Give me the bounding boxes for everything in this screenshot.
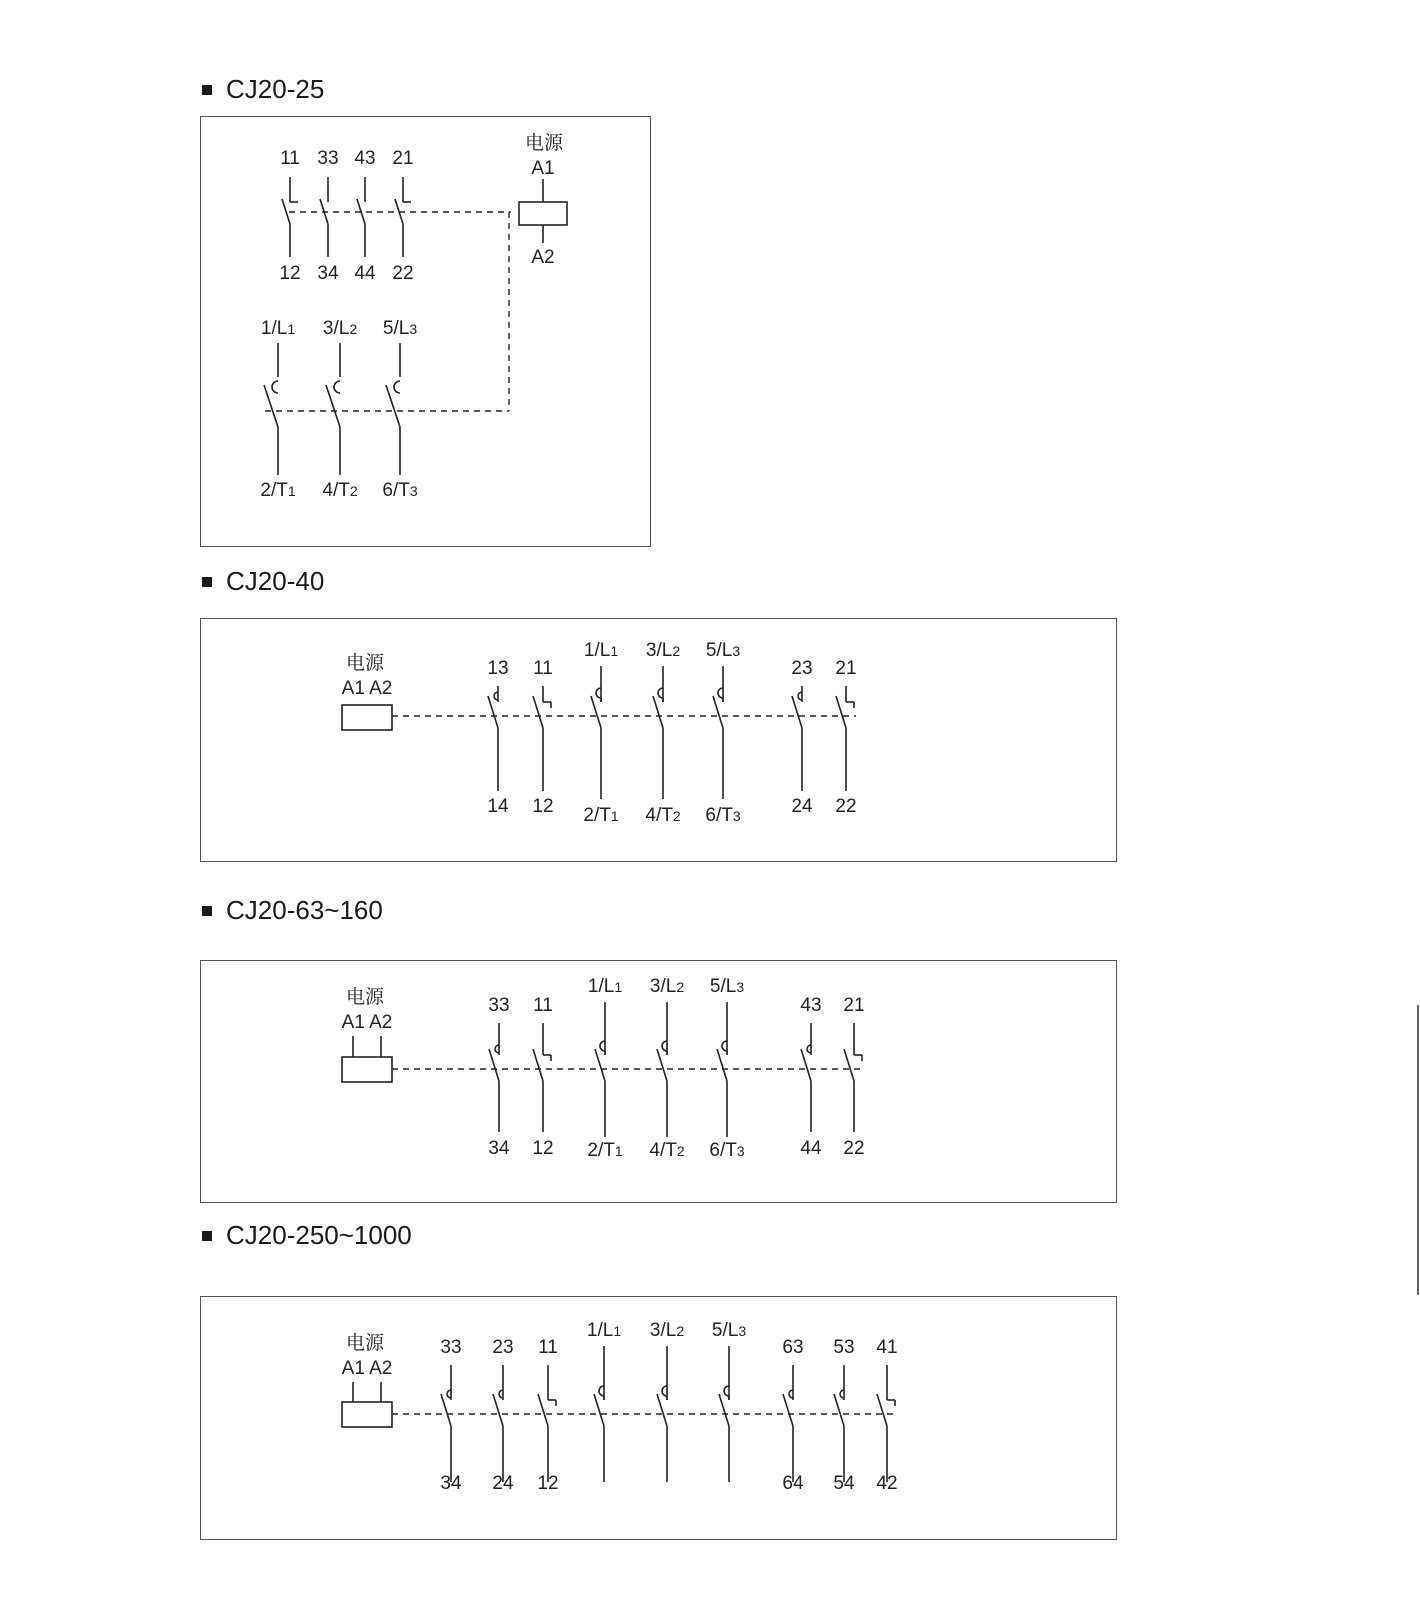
section-title-cj20-250-1000 xyxy=(202,1220,412,1251)
contact-top-label: 23 xyxy=(791,658,813,679)
contact-6-blade xyxy=(836,696,846,728)
coil-power-label: 电源 xyxy=(345,987,385,1008)
main-top-label: 3/L2 xyxy=(322,318,358,339)
contact-bottom-label: 34 xyxy=(488,1138,510,1159)
contact-bottom-label: 12 xyxy=(537,1473,559,1494)
diagram-cj20-25 xyxy=(200,116,651,547)
contact-top-label: 3/L2 xyxy=(649,976,685,997)
contact-bottom-label: 44 xyxy=(800,1138,822,1159)
contact-bottom-label: 22 xyxy=(843,1138,865,1159)
contact-top-label: 23 xyxy=(492,1337,514,1358)
contact-top-label: 1/L1 xyxy=(586,1320,622,1341)
contact-6-blade xyxy=(844,1049,854,1081)
contact-top-label: 63 xyxy=(782,1337,804,1358)
contact-3-blade xyxy=(657,1049,667,1081)
contact-0-blade xyxy=(441,1394,451,1426)
wiring-diagram-cj20-25 xyxy=(201,117,652,548)
contact-5-blade xyxy=(719,1394,729,1426)
aux-top-label: 33 xyxy=(317,148,339,169)
main-bottom-label: 2/T1 xyxy=(260,480,296,501)
section-title-text: CJ20-40 xyxy=(226,566,325,596)
main-bottom-label: 6/T3 xyxy=(382,480,418,501)
aux-blade xyxy=(282,199,290,224)
aux-top-label: 21 xyxy=(392,148,414,169)
contact-bottom-label: 2/T1 xyxy=(583,805,619,826)
main-blade xyxy=(264,385,278,427)
contact-top-label: 3/L2 xyxy=(649,1320,685,1341)
coil-box xyxy=(342,705,392,730)
contact-2-blade xyxy=(591,696,601,728)
contact-bottom-label: 54 xyxy=(833,1473,855,1494)
main-blade xyxy=(326,385,340,427)
contact-top-label: 5/L3 xyxy=(709,976,745,997)
contact-bottom-label: 34 xyxy=(440,1473,462,1494)
contact-bottom-label: 24 xyxy=(492,1473,514,1494)
contact-1-blade xyxy=(533,696,543,728)
section-title-text: CJ20-63~160 xyxy=(226,895,383,925)
main-bottom-label: 4/T2 xyxy=(322,480,358,501)
contact-bottom-label: 64 xyxy=(782,1473,804,1494)
contact-top-label: 5/L3 xyxy=(711,1320,747,1341)
coil-box xyxy=(519,202,567,225)
contact-2-blade xyxy=(538,1394,548,1426)
diagram-cj20-40 xyxy=(200,618,1117,862)
aux-bottom-label: 22 xyxy=(392,263,414,284)
contact-top-label: 3/L2 xyxy=(645,640,681,661)
contact-bottom-label: 14 xyxy=(487,796,509,817)
contact-top-label: 1/L1 xyxy=(583,640,619,661)
contact-4-blade xyxy=(713,696,723,728)
main-blade xyxy=(386,385,400,427)
contact-top-label: 21 xyxy=(835,658,857,679)
contact-bottom-label: 42 xyxy=(876,1473,898,1494)
contact-6-blade xyxy=(783,1394,793,1426)
contact-bottom-label: 6/T3 xyxy=(709,1140,745,1161)
section-title-cj20-40 xyxy=(202,566,324,597)
coil-a1-label: A1 xyxy=(531,158,555,179)
contact-bottom-label: 12 xyxy=(532,1138,554,1159)
contact-1-blade xyxy=(493,1394,503,1426)
diagram-cj20-250-1000 xyxy=(200,1296,1117,1540)
contact-2-blade xyxy=(595,1049,605,1081)
contact-7-blade xyxy=(834,1394,844,1426)
main-top-label: 1/L1 xyxy=(260,318,296,339)
contact-bottom-label: 4/T2 xyxy=(649,1140,685,1161)
contact-bottom-label: 2/T1 xyxy=(587,1140,623,1161)
contact-5-blade xyxy=(792,696,802,728)
contact-0-blade xyxy=(488,696,498,728)
coil-power-label: 电源 xyxy=(345,1333,385,1354)
diagram-cj20-63-160 xyxy=(200,960,1117,1203)
main-top-label: 5/L3 xyxy=(382,318,418,339)
aux-top-label: 11 xyxy=(280,148,300,169)
contact-top-label: 5/L3 xyxy=(705,640,741,661)
aux-bottom-label: 34 xyxy=(317,263,339,284)
contact-top-label: 13 xyxy=(487,658,509,679)
contact-4-blade xyxy=(657,1394,667,1426)
contact-top-label: 11 xyxy=(533,658,553,679)
coil-a2-label: A2 xyxy=(531,247,555,268)
coil-box xyxy=(342,1057,392,1082)
contact-top-label: 53 xyxy=(833,1337,855,1358)
contact-bottom-label: 22 xyxy=(835,796,857,817)
contact-top-label: 41 xyxy=(876,1337,898,1358)
contact-top-label: 43 xyxy=(800,995,822,1016)
contact-bottom-label: 24 xyxy=(791,796,813,817)
contact-1-blade xyxy=(533,1049,543,1081)
contact-bottom-label: 4/T2 xyxy=(645,805,681,826)
bullet-icon xyxy=(202,85,212,95)
contact-0-blade xyxy=(489,1049,499,1081)
coil-power-label: 电源 xyxy=(524,133,564,154)
aux-bottom-label: 12 xyxy=(279,263,301,284)
section-title-text: CJ20-25 xyxy=(226,74,325,104)
bullet-icon xyxy=(202,577,212,587)
contact-top-label: 11 xyxy=(533,995,553,1016)
main-arc-icon xyxy=(272,381,278,393)
contact-bottom-label: 6/T3 xyxy=(705,805,741,826)
scrollbar-edge xyxy=(1417,1005,1419,1295)
contact-top-label: 33 xyxy=(440,1337,462,1358)
contact-5-blade xyxy=(801,1049,811,1081)
wiring-diagram-cj20-40 xyxy=(201,619,1118,863)
section-title-cj20-25 xyxy=(202,74,324,105)
contact-top-label: 33 xyxy=(488,995,510,1016)
contact-top-label: 1/L1 xyxy=(587,976,623,997)
contact-top-label: 21 xyxy=(843,995,865,1016)
wiring-diagram-cj20-250-1000 xyxy=(201,1297,1118,1541)
contact-3-blade xyxy=(594,1394,604,1426)
coil-power-label: 电源 xyxy=(345,653,385,674)
coil-box xyxy=(342,1402,392,1427)
section-title-text: CJ20-250~1000 xyxy=(226,1220,412,1250)
coil-a1-a2-label: A1 A2 xyxy=(341,678,393,699)
contact-bottom-label: 12 xyxy=(532,796,554,817)
aux-top-label: 43 xyxy=(354,148,376,169)
contact-top-label: 11 xyxy=(538,1337,558,1358)
contact-3-blade xyxy=(653,696,663,728)
bullet-icon xyxy=(202,906,212,916)
section-title-cj20-63-160 xyxy=(202,895,383,926)
main-arc-icon xyxy=(334,381,340,393)
bullet-icon xyxy=(202,1231,212,1241)
aux-bottom-label: 44 xyxy=(354,263,376,284)
contact-4-blade xyxy=(717,1049,727,1081)
coil-a1-a2-label: A1 A2 xyxy=(341,1012,393,1033)
main-arc-icon xyxy=(394,381,400,393)
coil-a1-a2-label: A1 A2 xyxy=(341,1358,393,1379)
contact-8-blade xyxy=(877,1394,887,1426)
wiring-diagram-cj20-63-160 xyxy=(201,961,1118,1204)
